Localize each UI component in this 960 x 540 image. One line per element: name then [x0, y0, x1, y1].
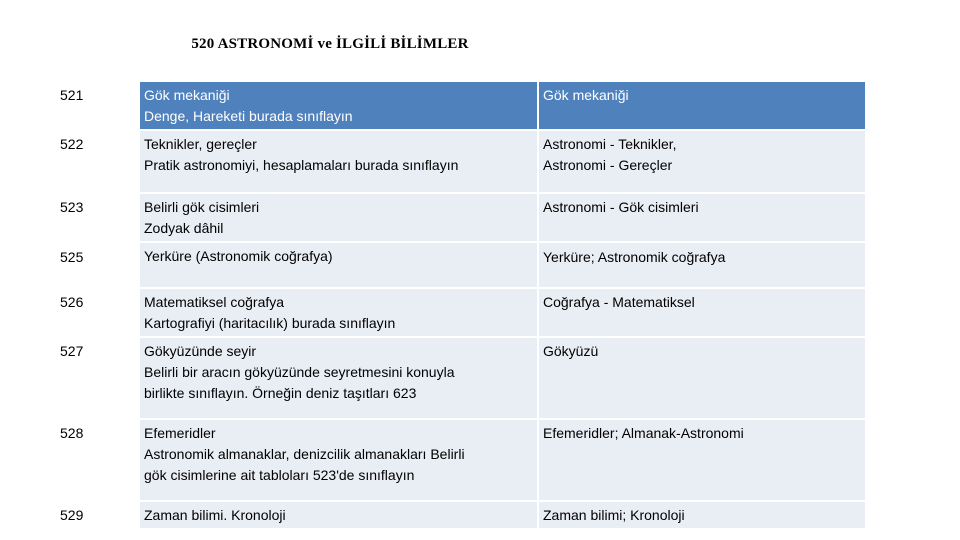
subject-line: Astronomi - Teknikler, — [543, 136, 677, 152]
subject-line: Astronomi - Gereçler — [543, 157, 673, 173]
description-line: Denge, Hareketi burada sınıflayın — [144, 108, 353, 124]
description-line: Yerküre (Astronomik coğrafya) — [144, 248, 333, 264]
subject-heading — [538, 419, 866, 501]
table-row — [55, 242, 866, 288]
subject-heading — [538, 81, 866, 130]
subject-line: Yerküre; Astronomik coğrafya — [543, 249, 726, 265]
class-description — [139, 193, 538, 242]
description-line: Matematiksel coğrafya — [144, 294, 285, 310]
description-line: Belirli bir aracın gökyüzünde seyretmesini konuyla — [144, 364, 455, 380]
class-description — [139, 337, 538, 419]
subject-heading — [538, 288, 866, 337]
description-line: Pratik astronomiyi, hesaplamaları burada sınıflayın — [144, 157, 459, 173]
table-row — [55, 288, 866, 337]
subject-line: Efemeridler; Almanak-Astronomi — [543, 425, 744, 441]
class-description — [139, 501, 538, 529]
class-code: 521 — [55, 81, 139, 130]
class-code: 528 — [55, 419, 139, 501]
subject-line: Gök mekaniği — [543, 87, 629, 103]
description-line: Belirli gök cisimleri — [144, 199, 260, 215]
description-line: Zodyak dâhil — [144, 220, 224, 236]
description-line: Efemeridler — [144, 425, 216, 441]
classification-table — [54, 80, 867, 530]
subject-line: Coğrafya - Matematiksel — [543, 294, 695, 310]
table-row — [55, 130, 866, 193]
description-line: Gök mekaniği — [144, 87, 230, 103]
subject-line: Astronomi - Gök cisimleri — [543, 199, 699, 215]
description-line: Zaman bilimi. Kronoloji — [144, 507, 286, 523]
subject-heading — [538, 242, 866, 288]
description-line: Astronomik almanaklar, denizcilik almanakları Belirli — [144, 446, 465, 462]
subject-heading — [538, 337, 866, 419]
table-row — [55, 501, 866, 529]
subject-line: Gökyüzü — [543, 343, 599, 359]
class-description — [139, 242, 538, 288]
table-row — [55, 337, 866, 419]
description-line: birlikte sınıflayın. Örneğin deniz taşıtları 623 — [144, 385, 417, 401]
class-description — [139, 81, 538, 130]
description-line: Gökyüzünde seyir — [144, 343, 257, 359]
table-row — [55, 193, 866, 242]
class-code: 526 — [55, 288, 139, 337]
subject-line: Zaman bilimi; Kronoloji — [543, 507, 685, 523]
subject-heading — [538, 193, 866, 242]
description-line: gök cisimlerine ait tabloları 523'de sınıflayın — [144, 467, 415, 483]
description-line: Teknikler, gereçler — [144, 136, 257, 152]
class-description — [139, 130, 538, 193]
class-description — [139, 288, 538, 337]
description-line: Kartografiyi (haritacılık) burada sınıflayın — [144, 315, 396, 331]
class-code: 522 — [55, 130, 139, 193]
subject-heading — [538, 501, 866, 529]
class-description — [139, 419, 538, 501]
subject-heading — [538, 130, 866, 193]
class-code: 523 — [55, 193, 139, 242]
table-row — [55, 419, 866, 501]
table-row — [55, 81, 866, 130]
class-code: 525 — [55, 242, 139, 288]
page-title: 520 ASTRONOMİ ve İLGİLİ BİLİMLER — [191, 36, 469, 52]
class-code: 527 — [55, 337, 139, 419]
class-code: 529 — [55, 501, 139, 529]
